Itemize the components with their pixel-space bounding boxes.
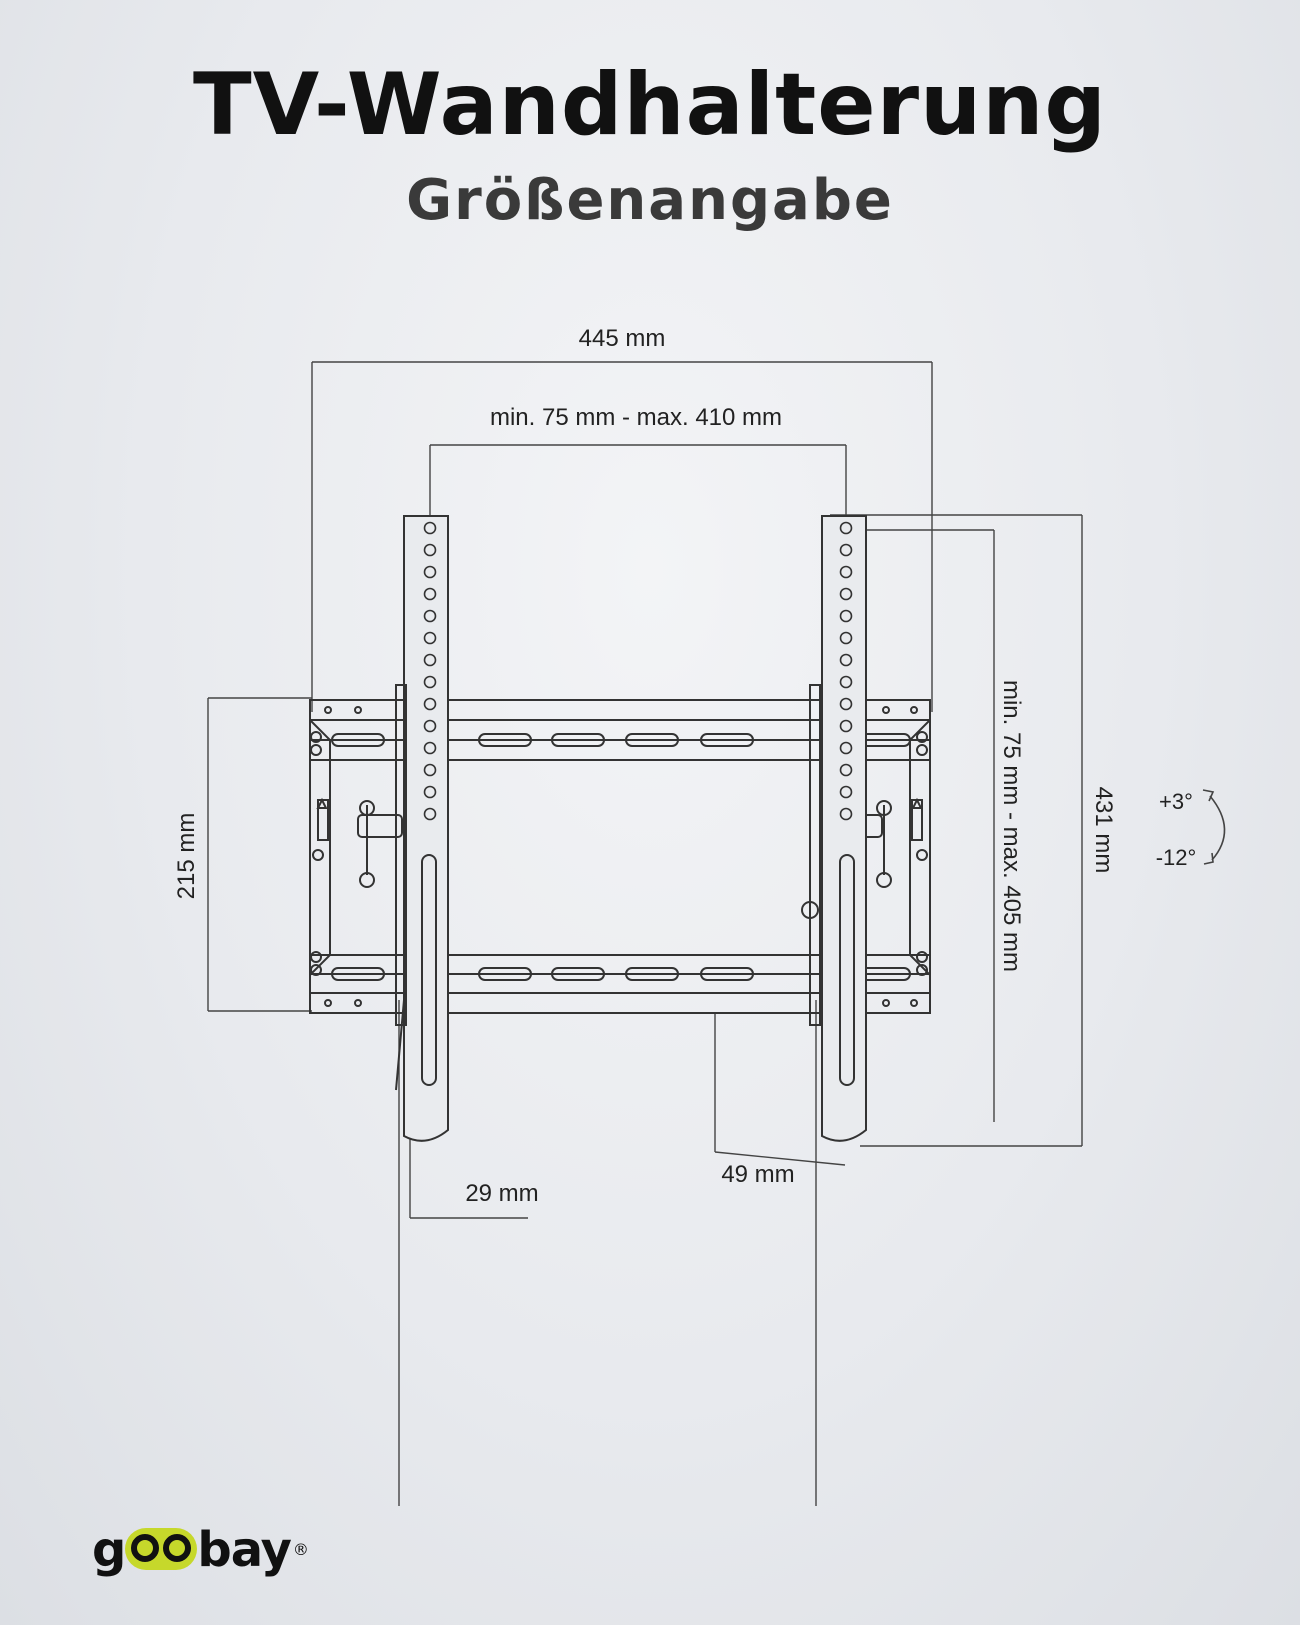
tilt-down-label: -12° (1155, 845, 1197, 870)
dimension-lines (208, 362, 1082, 1506)
tilt-arrow-icon (1203, 790, 1225, 864)
tilt-depth-label: 49 mm (721, 1161, 795, 1188)
frame-height-label: 215 mm (173, 812, 200, 900)
registered-mark: ® (292, 1540, 308, 1559)
vesa-vertical-label: min. 75 mm - max. 405 mm (998, 679, 1025, 973)
goobay-logo (92, 1523, 308, 1577)
page-subtitle: Größenangabe (406, 168, 894, 233)
vesa-horizontal-label: min. 75 mm - max. 410 mm (489, 404, 783, 431)
logo-prefix: g (92, 1522, 126, 1578)
tilt-up-label: +3° (1159, 789, 1193, 814)
vertical-arm-left (396, 516, 448, 1141)
vertical-arm-right (802, 516, 866, 1141)
logo-suffix: bay (197, 1522, 291, 1578)
arm-holes (425, 523, 852, 820)
page-title: TV-Wandhalterung (192, 55, 1107, 155)
wall-distance-label: 29 mm (465, 1180, 539, 1207)
overall-height-label: 431 mm (1090, 786, 1117, 874)
logo-mark-icon (125, 1526, 197, 1572)
overall-width-label: 445 mm (578, 325, 666, 352)
